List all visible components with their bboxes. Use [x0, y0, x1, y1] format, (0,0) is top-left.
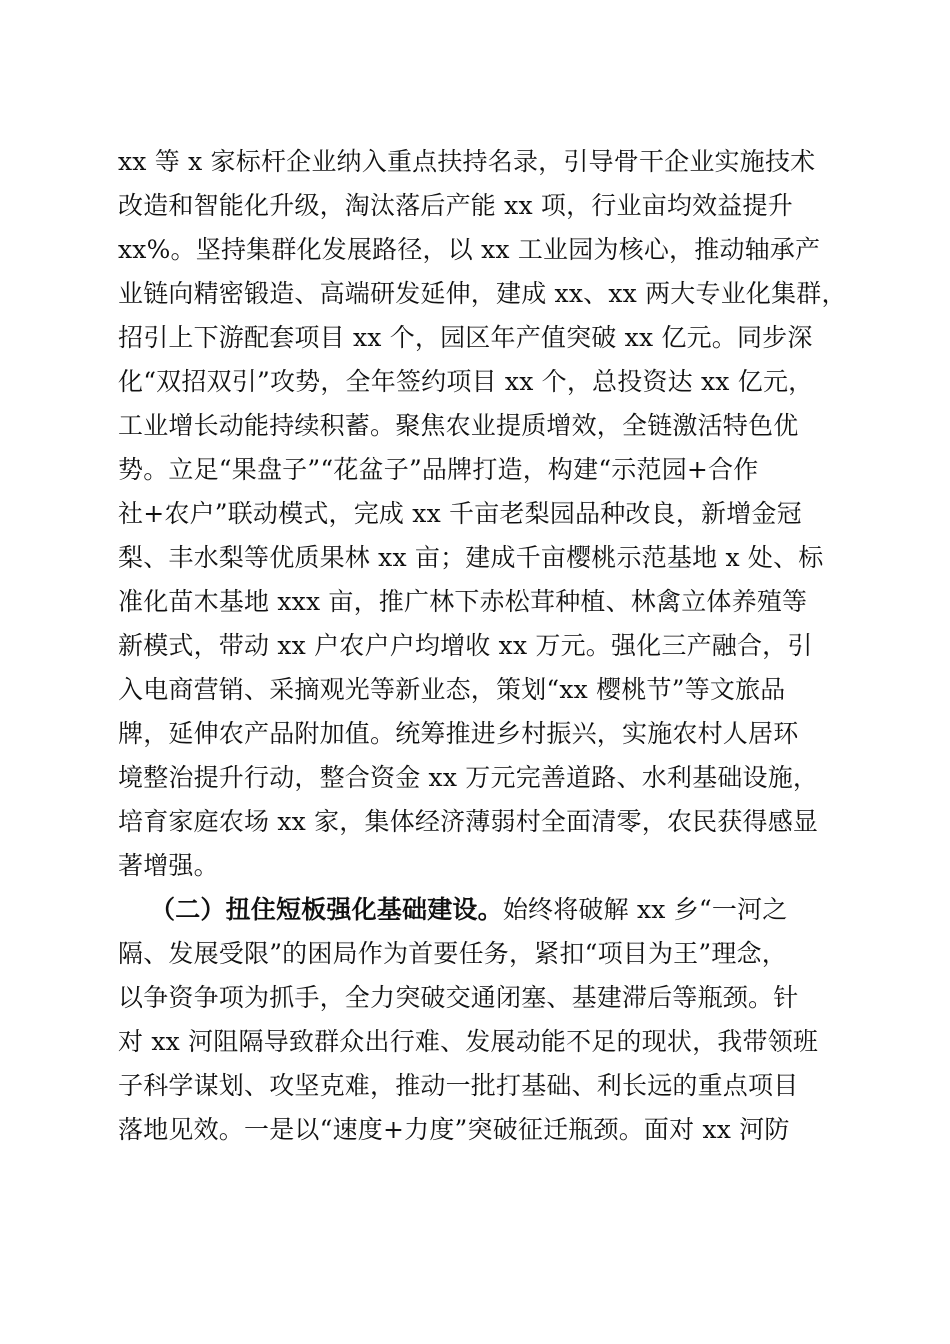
text-span: 始终将破解 xx 乡“一河之: [502, 895, 788, 924]
text-line: xx 等 x 家标杆企业纳入重点扶持名录，引导骨干企业实施技术: [118, 147, 816, 176]
text-line: 落地见效。一是以“速度+力度”突破征迁瓶颈。面对 xx 河防: [118, 1115, 790, 1144]
text-line: 隔、发展受限”的困局作为首要任务，紧扣“项目为王”理念，: [118, 939, 787, 968]
text-line: 著增强。: [118, 851, 219, 880]
text-line: 招引上下游配套项目 xx 个，园区年产值突破 xx 亿元。同步深: [118, 323, 813, 352]
text-line: 社+农户”联动模式，完成 xx 千亩老梨园品种改良，新增金冠: [118, 499, 802, 528]
text-line: 势。立足“果盘子”“花盆子”品牌打造，构建“示范园+合作: [118, 455, 759, 484]
text-line: 新模式，带动 xx 户农户户均增收 xx 万元。强化三产融合，引: [118, 631, 813, 660]
paragraph-industry-agriculture: [118, 140, 847, 888]
text-line: 子科学谋划、攻坚克难，推动一批打基础、利长远的重点项目: [118, 1071, 799, 1100]
text-line: 化“双招双引”攻势，全年签约项目 xx 个，总投资达 xx 亿元，: [118, 367, 814, 396]
text-line: 对 xx 河阻隔导致群众出行难、发展动能不足的现状，我带领班: [118, 1027, 819, 1056]
text-line: 业链向精密锻造、高端研发延伸，建成 xx、xx 两大专业化集群，: [118, 279, 847, 308]
text-line: 牌，延伸农产品附加值。统筹推进乡村振兴，实施农村人居环: [118, 719, 799, 748]
text-line: 梨、丰水梨等优质果林 xx 亩；建成千亩樱桃示范基地 x 处、标: [118, 543, 824, 572]
text-line: 工业增长动能持续积蓄。聚焦农业提质增效，全链激活特色优: [118, 411, 799, 440]
section-heading: （二）扭住短板强化基础建设。: [150, 895, 503, 924]
text-line: 培育家庭农场 xx 家，集体经济薄弱村全面清零，农民获得感显: [118, 807, 819, 836]
body-text: [118, 140, 847, 1152]
text-line: 以争资争项为抓手，全力突破交通闭塞、基建滞后等瓶颈。针: [118, 983, 799, 1012]
text-line: 入电商营销、采摘观光等新业态，策划“xx 樱桃节”等文旅品: [118, 675, 786, 704]
text-line: 改造和智能化升级，淘汰落后产能 xx 项，行业亩均效益提升: [118, 191, 793, 220]
paragraph-infrastructure: [118, 888, 834, 1152]
text-line: xx%。坚持集群化发展路径，以 xx 工业园为核心，推动轴承产: [118, 235, 821, 264]
paragraph-first-line: [118, 888, 834, 932]
text-line: 准化苗木基地 xxx 亩，推广林下赤松茸种植、林禽立体养殖等: [118, 587, 808, 616]
text-line: 境整治提升行动，整合资金 xx 万元完善道路、水利基础设施，: [118, 763, 819, 792]
